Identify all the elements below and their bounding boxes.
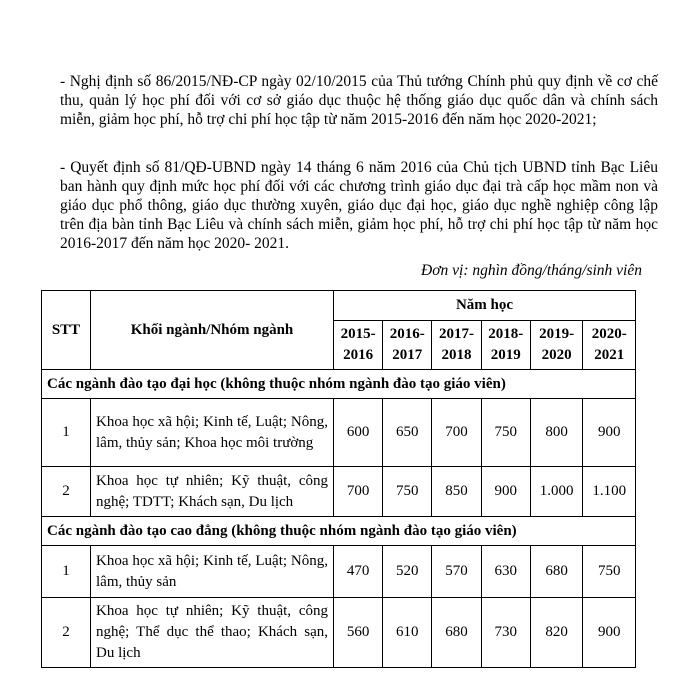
section-title: Các ngành đào tạo cao đẳng (không thuộc nhóm ngành đào tạo giáo viên) bbox=[42, 517, 636, 546]
fee-value: 750 bbox=[383, 467, 432, 517]
row-group-name: Khoa học tự nhiên; Kỹ thuật, công nghệ; TDTT; Khách sạn, Du lịch bbox=[91, 467, 334, 517]
fee-value: 900 bbox=[481, 467, 530, 517]
fee-value: 560 bbox=[334, 598, 383, 668]
header-year: 2015- 2016 bbox=[334, 321, 383, 370]
fee-value: 850 bbox=[432, 467, 481, 517]
fee-value: 600 bbox=[334, 399, 383, 467]
fee-value: 680 bbox=[432, 598, 481, 668]
fee-value: 820 bbox=[530, 598, 583, 668]
fee-value: 610 bbox=[383, 598, 432, 668]
fee-value: 630 bbox=[481, 546, 530, 598]
header-year: 2019- 2020 bbox=[530, 321, 583, 370]
row-group-name: Khoa học xã hội; Kinh tế, Luật; Nông, lâm, thủy sản; Khoa học môi trường bbox=[91, 399, 334, 467]
section-row bbox=[42, 517, 636, 546]
header-year: 2020- 2021 bbox=[583, 321, 636, 370]
header-year-group: Năm học bbox=[334, 291, 636, 321]
paragraph-decision-81: - Quyết định số 81/QĐ-UBND ngày 14 tháng 6 năm 2016 của Chủ tịch UBND tỉnh Bạc Liêu ban hành quy định mức học phí đối với các chương trình giáo dục đại trà cấp học mầm non và giáo dục phổ thông, giáo dục thường xuyên, giáo dục đại học, giáo dục nghề nghiệp công lập trên địa bàn tỉnh Bạc Liêu và chính sách miễn, giảm học phí, hỗ trợ chi phí học tập từ năm học 2016-2017 đến năm học 2020- 2021. bbox=[60, 159, 658, 252]
fee-value: 900 bbox=[583, 399, 636, 467]
fee-value: 730 bbox=[481, 598, 530, 668]
section-row bbox=[42, 370, 636, 399]
header-stt: STT bbox=[42, 291, 91, 370]
fee-value: 700 bbox=[432, 399, 481, 467]
table-row bbox=[42, 399, 636, 467]
fee-value: 800 bbox=[530, 399, 583, 467]
table-row bbox=[42, 546, 636, 598]
row-stt: 2 bbox=[42, 467, 91, 517]
fee-value: 900 bbox=[583, 598, 636, 668]
header-year: 2018- 2019 bbox=[481, 321, 530, 370]
fee-value: 470 bbox=[334, 546, 383, 598]
tuition-fee-table bbox=[41, 290, 636, 668]
fee-value: 520 bbox=[383, 546, 432, 598]
fee-value: 650 bbox=[383, 399, 432, 467]
fee-value: 750 bbox=[583, 546, 636, 598]
fee-value: 750 bbox=[481, 399, 530, 467]
fee-value: 570 bbox=[432, 546, 481, 598]
section-title: Các ngành đào tạo đại học (không thuộc nhóm ngành đào tạo giáo viên) bbox=[42, 370, 636, 399]
fee-value: 1.100 bbox=[583, 467, 636, 517]
unit-note: Đơn vị: nghìn đồng/tháng/sinh viên bbox=[421, 262, 642, 279]
row-stt: 1 bbox=[42, 399, 91, 467]
fee-value: 1.000 bbox=[530, 467, 583, 517]
row-stt: 2 bbox=[42, 598, 91, 668]
table-row bbox=[42, 598, 636, 668]
row-group-name: Khoa học tự nhiên; Kỹ thuật, công nghệ; Thể dục thể thao; Khách sạn, Du lịch bbox=[91, 598, 334, 668]
paragraph-decree-86: - Nghị định số 86/2015/NĐ-CP ngày 02/10/2015 của Thủ tướng Chính phủ quy định về cơ chế thu, quản lý học phí đối với cơ sở giáo dục thuộc hệ thống giáo dục quốc dân và chính sách miễn, giảm học phí, hỗ trợ chi phí học tập từ năm 2015-2016 đến năm học 2020-2021; bbox=[60, 73, 658, 128]
table-row bbox=[42, 467, 636, 517]
fee-value: 700 bbox=[334, 467, 383, 517]
row-stt: 1 bbox=[42, 546, 91, 598]
fee-value: 680 bbox=[530, 546, 583, 598]
row-group-name: Khoa học xã hội; Kinh tế, Luật; Nông, lâm, thủy sản bbox=[91, 546, 334, 598]
header-year: 2016- 2017 bbox=[383, 321, 432, 370]
header-group: Khối ngành/Nhóm ngành bbox=[91, 291, 334, 370]
header-year: 2017- 2018 bbox=[432, 321, 481, 370]
